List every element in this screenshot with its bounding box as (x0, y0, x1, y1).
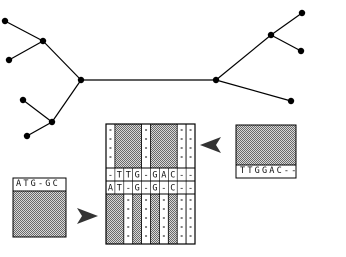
tree-node (40, 38, 46, 44)
alignment-row-1-char: - (143, 170, 149, 181)
alignment-row-2-char: C (170, 183, 176, 194)
alignment-row-1-char: G (134, 170, 140, 181)
tree-node (49, 119, 55, 125)
alignment-row-2-char: T (116, 183, 122, 194)
tree-nodes (2, 10, 305, 139)
alignment-row-1-char: - (179, 170, 185, 181)
tree-branch (5, 21, 43, 41)
tree-node (6, 57, 12, 63)
alignment-row-2-char: A (107, 183, 114, 194)
tree-node (298, 48, 304, 54)
tree-branch (216, 35, 271, 80)
tree-branch (216, 80, 291, 101)
tree-node (288, 98, 294, 104)
tree-branch (271, 13, 302, 35)
tree-node (299, 10, 305, 16)
tree-branch (43, 41, 81, 80)
right-block-sequence: TTGGAC-- (240, 166, 299, 176)
right-block-body (236, 125, 296, 165)
arrow-left-icon (200, 137, 221, 153)
alignment-row-2-char: - (161, 183, 167, 194)
arrow-right-icon (77, 208, 98, 224)
left-block-sequence: ATG-GC (16, 179, 60, 189)
tree-node (78, 77, 84, 83)
gap-strip-upper (142, 124, 151, 168)
alignment-grid (106, 124, 195, 244)
alignment-row-2-char: G (134, 183, 140, 194)
gap-strip-upper (186, 124, 195, 168)
gap-strip-upper (177, 124, 186, 168)
alignment-row-2-char: - (179, 183, 185, 194)
alignment-row-1-char: A (161, 170, 167, 181)
gap-strip-upper (106, 124, 115, 168)
tree-node (24, 133, 30, 139)
alignment-row-1-char: C (170, 170, 176, 181)
tree-branch (9, 41, 43, 60)
tree-node (268, 32, 274, 38)
tree-branch (27, 122, 52, 136)
tree-branch (271, 35, 301, 51)
tree-branch (23, 100, 52, 122)
phylogenetic-tree (5, 13, 302, 136)
alignment-row-2-char: - (125, 183, 131, 194)
alignment-row-2-char: G (152, 183, 158, 194)
alignment-row-1-char: - (107, 170, 114, 181)
alignment-row-2-char: - (143, 183, 149, 194)
tree-node (213, 77, 219, 83)
alignment-row-1-char: T (125, 170, 131, 181)
tree-branch (52, 80, 81, 122)
left-block-body (13, 191, 66, 237)
tree-node (2, 18, 8, 24)
alignment-row-1-char: G (152, 170, 158, 181)
tree-node (20, 97, 26, 103)
alignment-row-1-char: T (116, 170, 122, 181)
alignment-row-2-char: - (187, 183, 194, 194)
alignment-row-1-char: - (187, 170, 194, 181)
